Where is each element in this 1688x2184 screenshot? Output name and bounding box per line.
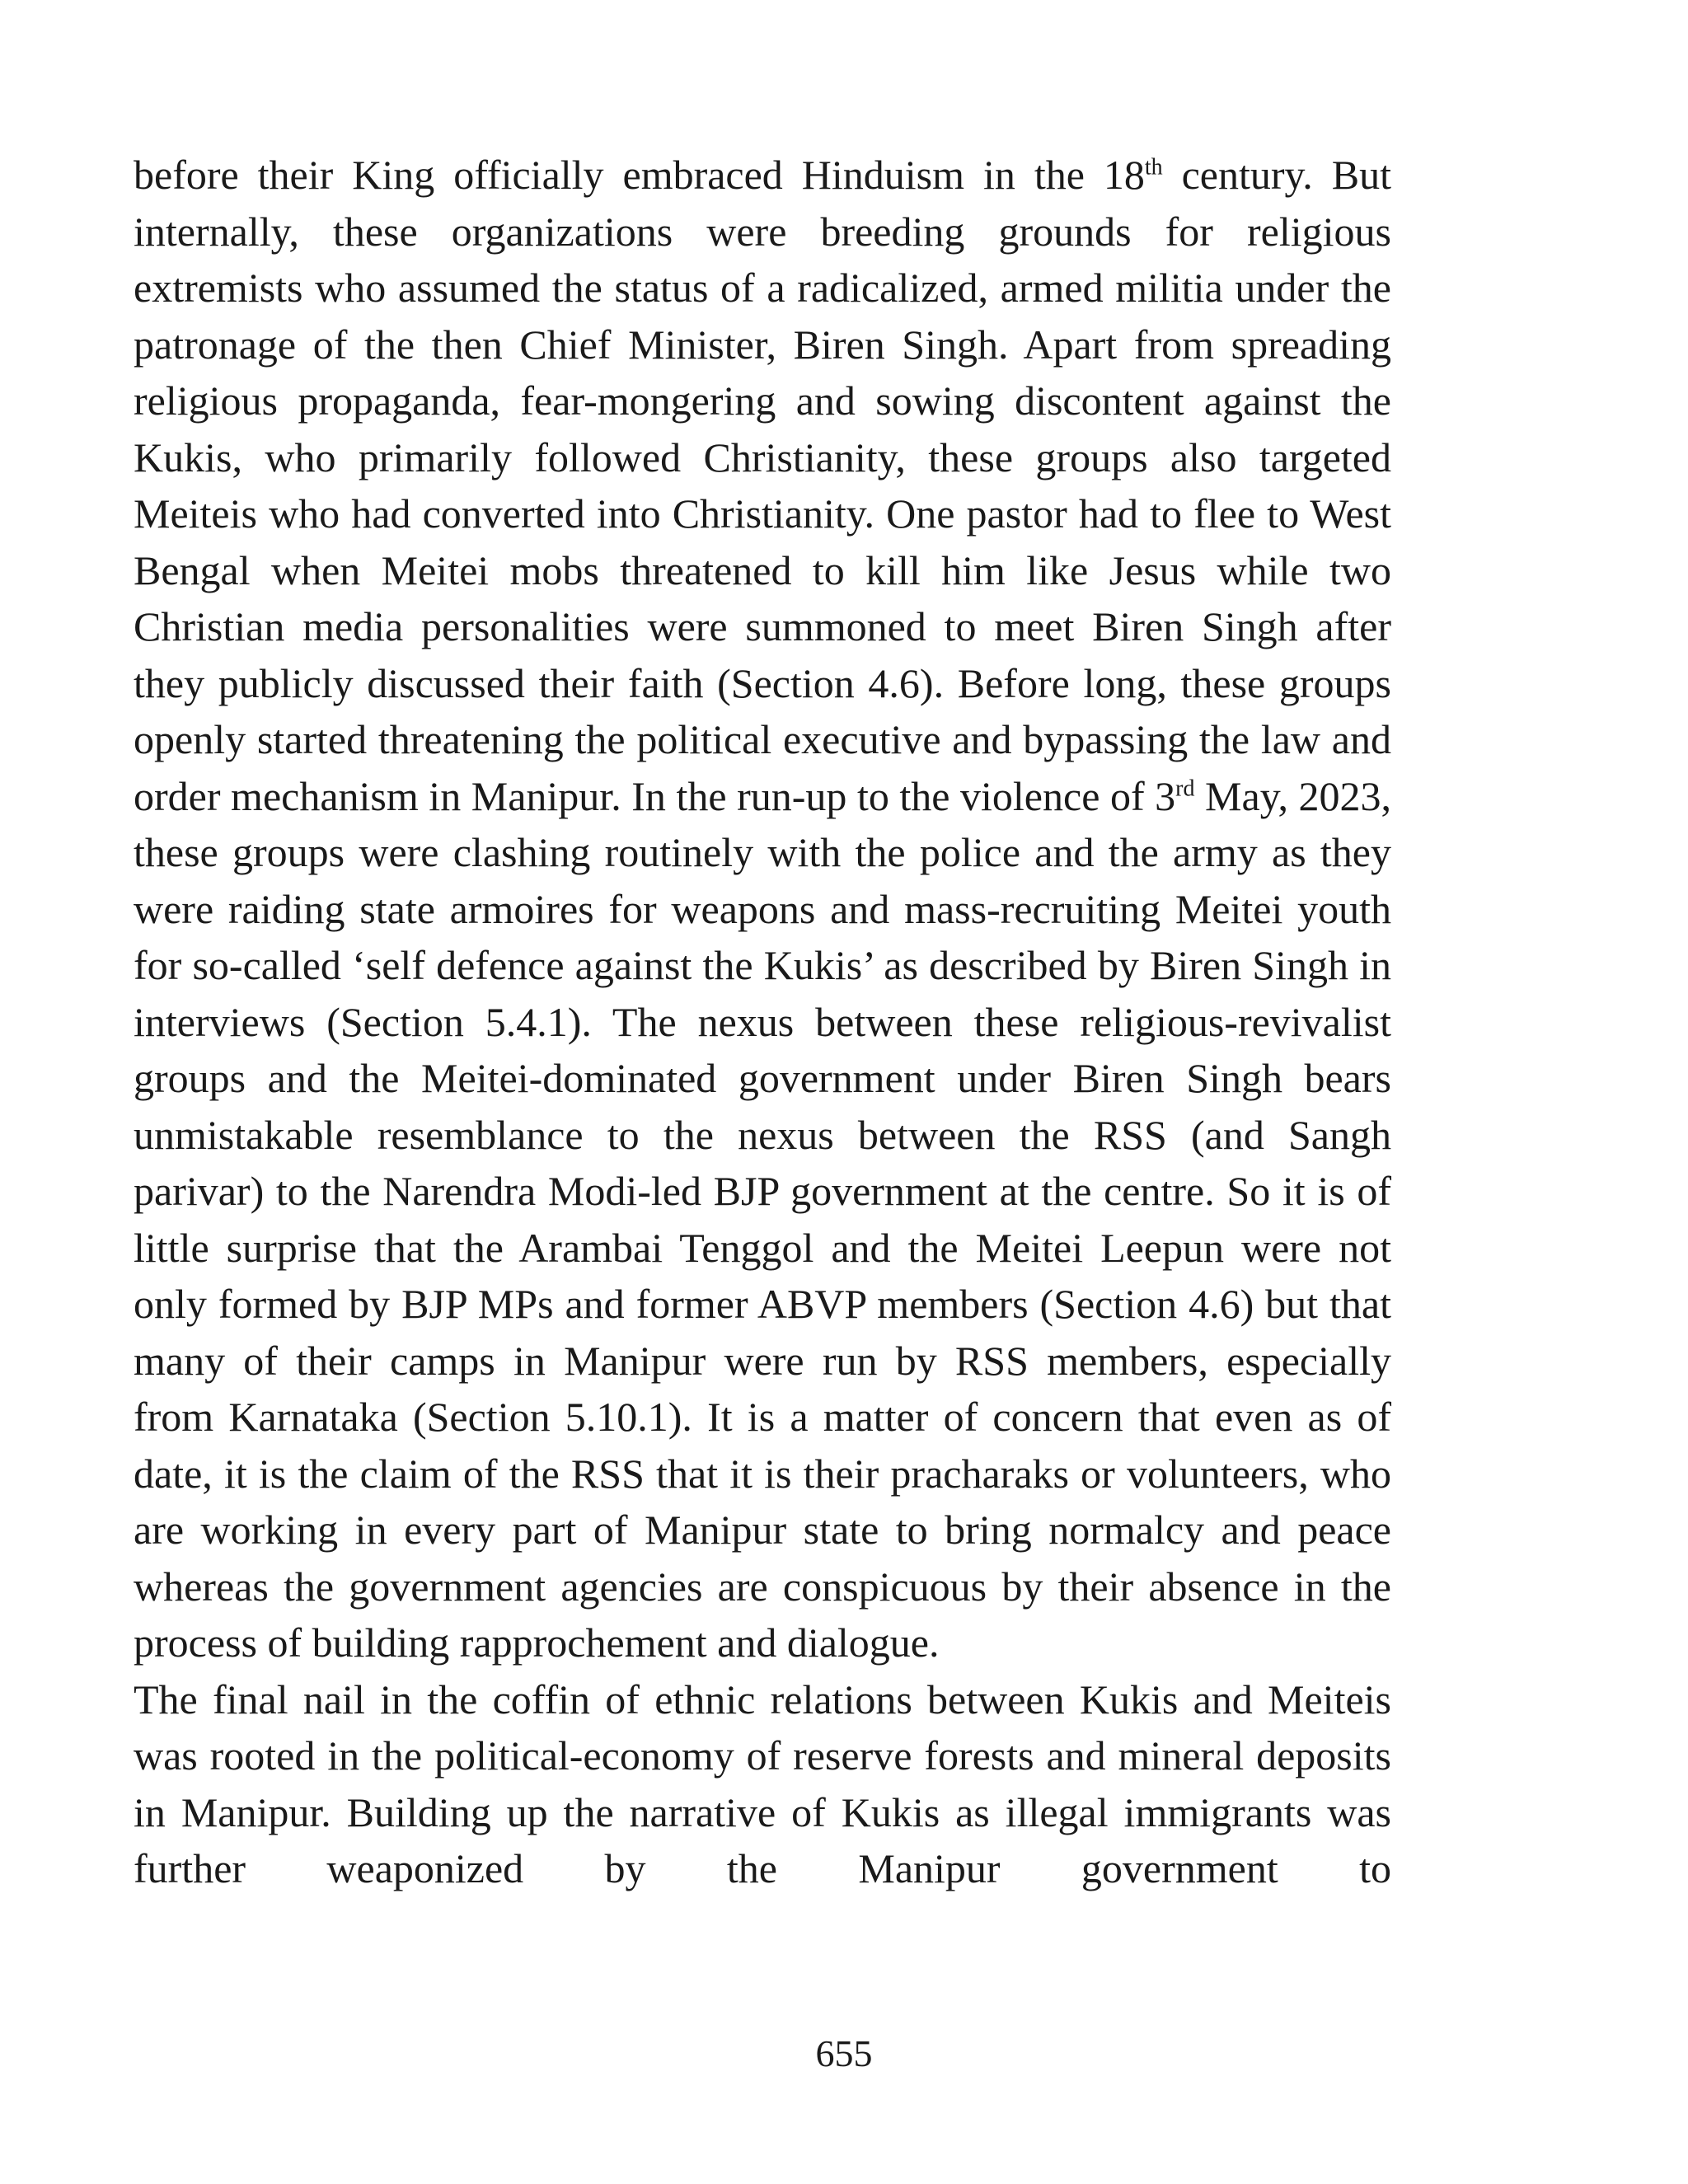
page-number: 655 [815,2032,873,2074]
paragraph-2-text: The final nail in the coffin of ethnic relations between Kukis and Meiteis was rooted in the political-economy of reserve forests and mineral deposits in Manipur. Building up the narrative of Kukis as illegal immigrants was further weaponized by the Manipur government to [134,1675,1391,1891]
paragraph-1-text: before their King officially embraced Hinduism in the 18 [134,152,1145,198]
paragraph-1-text: century. But internally, these organizations were breeding grounds for religious extremists who assumed the status of a radicalized, armed militia under the patronage of the then Chief Minister, Biren Singh. Apart from spreading religious propaganda, fear-mongering and sowing discontent against the Kukis, who primarily followed Christianity, these groups also targeted Meiteis who had converted into Christianity. One pastor had to flee to West Bengal when Meitei mobs threatened to kill him like Jesus while two Christian media personalities were summoned to meet Biren Singh after they publicly discussed their faith (Section 4.6). Before long, these groups openly started threatening the political executive and bypassing the law and order mechanism in Manipur. In the run-up to the violence of 3 [134,152,1391,819]
ordinal-suffix: th [1144,154,1163,180]
ordinal-suffix: rd [1175,775,1195,801]
paragraph-2 [134,1671,1391,1897]
paragraph-1 [134,147,1391,1671]
paragraph-1-text: May, 2023, these groups were clashing routinely with the police and the army as they were raiding state armoires for weapons and mass-recruiting Meitei youth for so-called ‘self defence against the Kukis’ as described by Biren Singh in interviews (Section 5.4.1). The nexus between these religious-revivalist groups and the Meitei-dominated government under Biren Singh bears unmistakable resemblance to the nexus between the RSS (and Sangh parivar) to the Narendra Modi-led BJP government at the centre. So it is of little surprise that the Arambai Tenggol and the Meitei Leepun were not only formed by BJP MPs and former ABVP members (Section 4.6) but that many of their camps in Manipur were run by RSS members, especially from Karnataka (Section 5.10.1). It is a matter of concern that even as of date, it is the claim of the RSS that it is their pracharaks or volunteers, who are working in every part of Manipur state to bring normalcy and peace whereas the government agencies are conspicuous by their absence in the process of building rapprochement and dialogue. [134,772,1391,1666]
page-body [134,147,1391,1897]
